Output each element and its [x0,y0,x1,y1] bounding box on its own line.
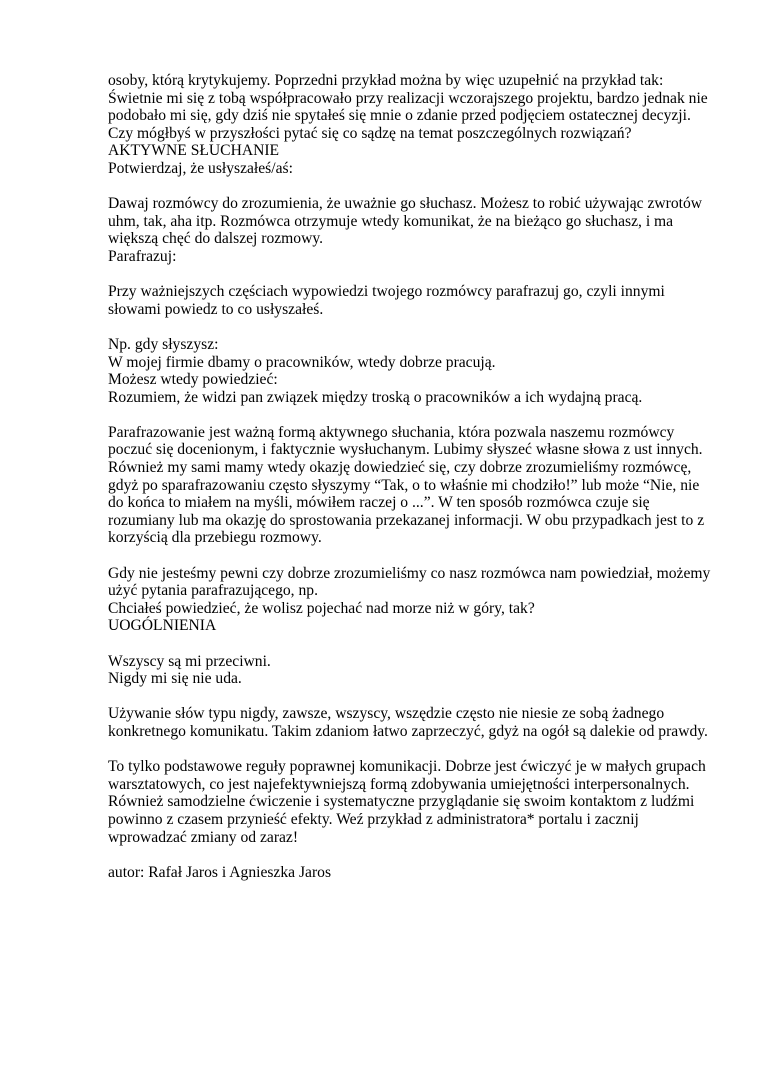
paragraph-gap [108,178,708,196]
paragraph [108,283,708,318]
paragraph-gap [108,406,708,424]
text-line: Potwierdzaj, że usłyszałeś/aś: [108,159,293,177]
text-line: większą chęć do dalszej rozmowy. [108,230,324,248]
section-heading: UOGÓLNIENIA [108,617,217,635]
text-line: Możesz wtedy powiedzieć: [108,371,278,389]
text-line: gdyż po sparafrazowaniu często słyszymy “Tak, o to właśnie mi chodziło!” lub może “Nie, nie [108,476,700,494]
text-line: Czy mógłbyś w przyszłości pytać się co sądzę na temat poszczególnych rozwiązań? [108,124,632,142]
text-line: Świetnie mi się z tobą współpracowało przy realizacji wczorajszego projektu, bardzo jednak nie [108,89,708,107]
paragraph-gap [108,688,708,706]
text-line: Również my sami mamy wtedy okazję dowiedzieć się, czy dobrze zrozumieliśmy rozmówcę, [108,459,692,477]
text-line: Chciałeś powiedzieć, że wolisz pojechać nad morze niż w góry, tak? [108,599,535,617]
document-page [108,72,711,881]
text-line: Nigdy mi się nie uda. [108,670,242,688]
text-line: uhm, tak, aha itp. Rozmówca otrzymuje wtedy komunikat, że na bieżąco go słuchasz, i ma [108,212,674,230]
text-line: To tylko podstawowe reguły poprawnej komunikacji. Dobrze jest ćwiczyć je w małych grupach [108,758,706,776]
paragraph [108,564,711,635]
text-line: Używanie słów typu nigdy, zawsze, wszyscy, wszędzie często nie niesie ze sobą żadnego [108,705,665,723]
text-line: Gdy nie jesteśmy pewni czy dobrze zrozumieliśmy co nasz rozmówca nam powiedział, możemy [108,564,711,582]
paragraph-gap [108,318,708,336]
text-line: poczuć się docenionym, i faktycznie wysłuchanym. Lubimy słyszeć własne słowa z ust innych. [108,441,703,459]
text-line: Wszyscy są mi przeciwni. [108,652,271,670]
text-line: osoby, którą krytykujemy. Poprzedni przykład można by więc uzupełnić na przykład tak: [108,72,664,89]
text-line: Również samodzielne ćwiczenie i systematyczne przyglądanie się swoim kontaktom z ludźmi [108,793,695,811]
author-credit [108,864,708,882]
paragraph [108,72,708,178]
text-line: Przy ważniejszych częściach wypowiedzi twojego rozmówcy parafrazuj go, czyli innymi [108,283,665,301]
text-line: korzyścią dla przebiegu rozmowy. [108,529,322,547]
text-line: słowami powiedz to co usłyszałeś. [108,300,324,318]
text-line: użyć pytania parafrazującego, np. [108,582,318,600]
text-line: Parafrazuj: [108,247,177,265]
paragraph [108,758,708,846]
text-line: W mojej firmie dbamy o pracowników, wtedy dobrze pracują. [108,353,496,371]
author-line: autor: Rafał Jaros i Agnieszka Jaros [108,863,332,881]
text-line: podobało mi się, gdy dziś nie spytałeś się mnie o zdanie przed podjęciem ostatecznej decyzji. [108,107,691,125]
paragraph-gap [108,741,708,759]
text-line: Rozumiem, że widzi pan związek między troską o pracowników a ich wydajną pracą. [108,388,643,406]
text-line: do końca to miałem na myśli, mówiłem raczej o ...”. W ten sposób rozmówca czuje się [108,494,650,512]
section-heading: AKTYWNE SŁUCHANIE [108,142,280,160]
paragraph [108,705,708,740]
text-line: rozumiany lub ma okazję do sprostowania przekazanej informacji. W obu przypadkach jest to z [108,511,705,529]
text-line: Dawaj rozmówcy do zrozumienia, że uważnie go słuchasz. Możesz to robić używając zwrotów [108,195,703,213]
paragraph [108,336,708,406]
text-line: wprowadzać zmiany od zaraz! [108,828,299,846]
paragraph [108,195,708,265]
paragraph-gap [108,547,708,565]
text-line: konkretnego komunikatu. Takim zdaniom łatwo zaprzeczyć, gdyż na ogół są dalekie od prawdy. [108,722,708,740]
text-line: warsztatowych, co jest najefektywniejszą formą zdobywania umiejętności interpersonalnych. [108,775,690,793]
text-line: powinno z czasem przynieść efekty. Weź przykład z administratora* portalu i zacznij [108,810,639,828]
paragraph-gap [108,846,708,864]
text-line: Parafrazowanie jest ważną formą aktywnego słuchania, która pozwala naszemu rozmówcy [108,423,675,441]
text-line: Np. gdy słyszysz: [108,335,219,353]
paragraph-gap [108,635,708,653]
paragraph [108,653,708,688]
paragraph [108,424,708,547]
paragraph-gap [108,266,708,284]
